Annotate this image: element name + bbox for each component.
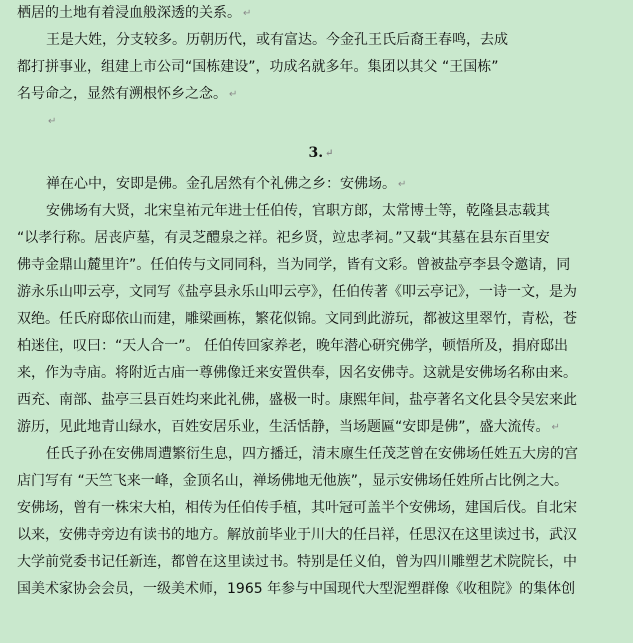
line-text: 禅在心中，安即是佛。金孔居然有个礼佛之乡：安佛场。 [46,176,396,192]
text-line [17,333,625,360]
line-text: 来，作为寺庙。将附近古庙一尊佛像迁来安置供奉，因名安佛寺。这就是安佛场名称由来。 [17,365,577,381]
paragraph-mark-icon: ↵ [551,422,560,433]
text-line [17,279,625,306]
text-line [17,387,625,414]
line-text: 都打拼事业，组建上市公司“国栋建设”，功成名就多年。集团以其父 “王国栋” [17,59,499,75]
line-text: 西充、南部、盐亭三县百姓均来此礼佛，盛极一时。康熙年间，盐亭著名文化县令吴宏来此 [17,392,577,408]
text-line [17,108,625,135]
paragraph-mark-icon: ↵ [325,148,334,159]
section-heading [17,135,625,171]
line-text: 栖居的土地有着浸血般深透的关系。 [17,5,241,21]
line-text: 佛寺金鼎山麓里许”。任伯传与文同同科，当为同学，皆有文彩。曾被盐亭李县令邀请，同 [17,257,571,273]
text-line [17,522,625,549]
paragraph-mark-icon: ↵ [243,8,252,19]
line-text: 双绝。任氏府邸依山而建，雕梁画栋，繁花似锦。文同到此游玩，都被这里翠竹，青松，苍 [17,311,577,327]
text-line [17,252,625,279]
text-line [17,549,625,576]
line-text: 安佛场，曾有一株宋大柏，相传为任伯传手植，其叶冠可盖半个安佛场，建国后伐。自北宋 [17,500,577,516]
text-line [17,306,625,333]
paragraph-mark-icon: ↵ [398,179,407,190]
text-line [17,414,625,441]
text-line [17,225,625,252]
text-line [17,171,625,198]
line-text: 柏迷住，叹曰：“天人合一”。 任伯传回家养老，晚年潜心研究佛学，顿悟所及，捐府邸出 [17,338,568,354]
line-text: 国美术家协会会员，一级美术师，1965 年参与中国现代大型泥塑群像《收租院》的集体创 [17,581,576,597]
line-text: 大学前党委书记任新连，都曾在这里读过书。特别是任义伯，曾为四川雕塑艺术院院长，中 [17,554,577,570]
text-line [17,54,625,81]
text-line [17,495,625,522]
line-text: 安佛场有大贤，北宋皇祐元年进士任伯传，官职方郎，太常博士等，乾隆县志载其 [46,203,550,219]
paragraph-mark-icon: ↵ [229,89,238,100]
line-text: 游历，见此地青山绿水，百姓安居乐业，生活恬静，当场题匾“安即是佛”，盛大流传。 [17,419,550,435]
text-line [17,81,625,108]
text-line [17,27,625,54]
line-text: 任氏子孙在安佛周遭繁衍生息，四方播迁，清末廪生任茂芝曾在安佛场任姓五大房的宫 [46,446,578,462]
line-text: 3. [308,145,324,161]
line-text: 以来，安佛寺旁边有读书的地方。解放前毕业于川大的任吕祥，任思汉在这里读过书，武汉 [17,527,577,543]
text-line [17,576,625,603]
text-line [17,198,625,225]
paragraph-mark-icon: ↵ [48,116,57,127]
line-text: 店门写有 “天竺飞来一峰，金顶名山，禅场佛地无他族”，显示安佛场任姓所占比例之大。 [17,473,568,489]
line-text: 名号命之，显然有溯根怀乡之念。 [17,86,227,102]
line-text: “以孝行称。居丧庐墓，有灵芝醴泉之祥。祀乡贤，竝忠孝祠。”又载“其墓在县东百里安 [17,230,550,246]
text-line [17,0,625,27]
document-body [17,0,625,603]
line-text: 游永乐山叩云亭，文同写《盐亭县永乐山叩云亭》，任伯传著《叩云亭记》，一诗一文，是为 [17,284,577,300]
line-text: 王是大姓，分支较多。历朝历代，或有富达。今金孔王氏后裔王春鸣，去成 [46,32,508,48]
text-line [17,360,625,387]
text-line [17,468,625,495]
text-line [17,441,625,468]
